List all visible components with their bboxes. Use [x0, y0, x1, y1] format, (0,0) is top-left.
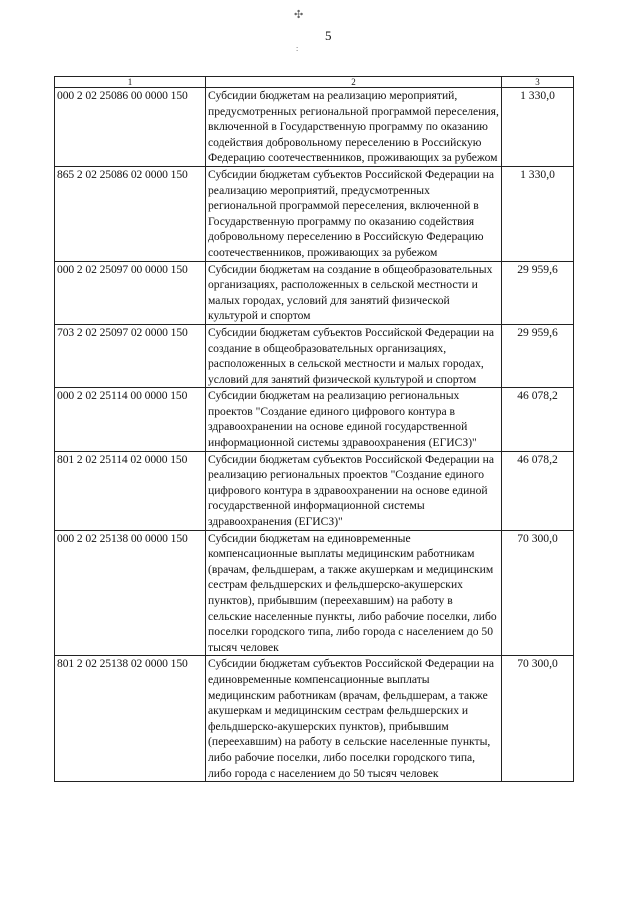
column-header: 2: [206, 77, 502, 88]
budget-code-cell: 000 2 02 25138 00 0000 150: [55, 530, 206, 656]
description-cell: Субсидии бюджетам субъектов Российской Федерации на создание в общеобразовательных организациях, расположенных в сельской местности и малых городах, условий для занятий физической культурой и спортом: [206, 324, 502, 387]
table-row: [55, 656, 574, 782]
description-cell: Субсидии бюджетам субъектов Российской Федерации на реализацию региональных проектов "Создание единого цифрового контура в здравоохранении на основе единой государственной информационной системы здравоохранения (ЕГИСЗ)": [206, 451, 502, 530]
amount-cell: 29 959,6: [502, 324, 574, 387]
column-header: 3: [502, 77, 574, 88]
scan-mark: ✣: [294, 9, 304, 21]
table-body: [55, 88, 574, 782]
budget-code-cell: 801 2 02 25114 02 0000 150: [55, 451, 206, 530]
budget-code-cell: 703 2 02 25097 02 0000 150: [55, 324, 206, 387]
budget-code-cell: 865 2 02 25086 02 0000 150: [55, 166, 206, 261]
budget-code-cell: 000 2 02 25097 00 0000 150: [55, 261, 206, 324]
budget-code-cell: 000 2 02 25114 00 0000 150: [55, 388, 206, 451]
table-header-row: [55, 77, 574, 88]
table-row: [55, 388, 574, 451]
description-cell: Субсидии бюджетам на единовременные компенсационные выплаты медицинским работникам (врачам, фельдшерам, а также акушеркам и медицинским сестрам фельдшерских и фельдшерско-акушерских пунктов), прибывшим (переехавшим) на работу в сельские населенные пункты, либо рабочие поселки, либо поселки городского типа, либо города с населением до 50 тысяч человек: [206, 530, 502, 656]
description-cell: Субсидии бюджетам субъектов Российской Федерации на единовременные компенсационные выплаты медицинским работникам (врачам, фельдшерам, а также акушеркам и медицинским сестрам фельдшерских и фельдшерско-акушерских пунктов), прибывшим (переехавшим) на работу в сельские населенные пункты, либо рабочие поселки, либо поселки городского типа, либо города с населением до 50 тысяч человек: [206, 656, 502, 782]
description-cell: Субсидии бюджетам на реализацию региональных проектов "Создание единого цифрового контура в здравоохранении на основе единой государственной информационной системы здравоохранения (ЕГИСЗ)": [206, 388, 502, 451]
table-row: [55, 324, 574, 387]
scan-mark: :: [296, 44, 299, 53]
budget-table: [54, 76, 574, 782]
column-header: 1: [55, 77, 206, 88]
description-cell: Субсидии бюджетам на реализацию мероприятий, предусмотренных региональной программой переселения, включенной в Государственную программу по оказанию содействия добровольному переселению в Российскую Федерацию соотечественников, проживающих за рубежом: [206, 88, 502, 167]
amount-cell: 1 330,0: [502, 166, 574, 261]
budget-code-cell: 000 2 02 25086 00 0000 150: [55, 88, 206, 167]
amount-cell: 70 300,0: [502, 656, 574, 782]
budget-code-cell: 801 2 02 25138 02 0000 150: [55, 656, 206, 782]
table-row: [55, 88, 574, 167]
amount-cell: 46 078,2: [502, 451, 574, 530]
page-number: 5: [325, 28, 332, 43]
table-row: [55, 261, 574, 324]
description-cell: Субсидии бюджетам на создание в общеобразовательных организациях, расположенных в сельской местности и малых городах, условий для занятий физической культурой и спортом: [206, 261, 502, 324]
amount-cell: 1 330,0: [502, 88, 574, 167]
table-row: [55, 166, 574, 261]
amount-cell: 29 959,6: [502, 261, 574, 324]
description-cell: Субсидии бюджетам субъектов Российской Федерации на реализацию мероприятий, предусмотренных региональной программой переселения, включенной в Государственную программу по оказанию содействия добровольному переселению в Российскую Федерацию соотечественников, проживающих за рубежом: [206, 166, 502, 261]
table-row: [55, 530, 574, 656]
amount-cell: 46 078,2: [502, 388, 574, 451]
amount-cell: 70 300,0: [502, 530, 574, 656]
table-row: [55, 451, 574, 530]
